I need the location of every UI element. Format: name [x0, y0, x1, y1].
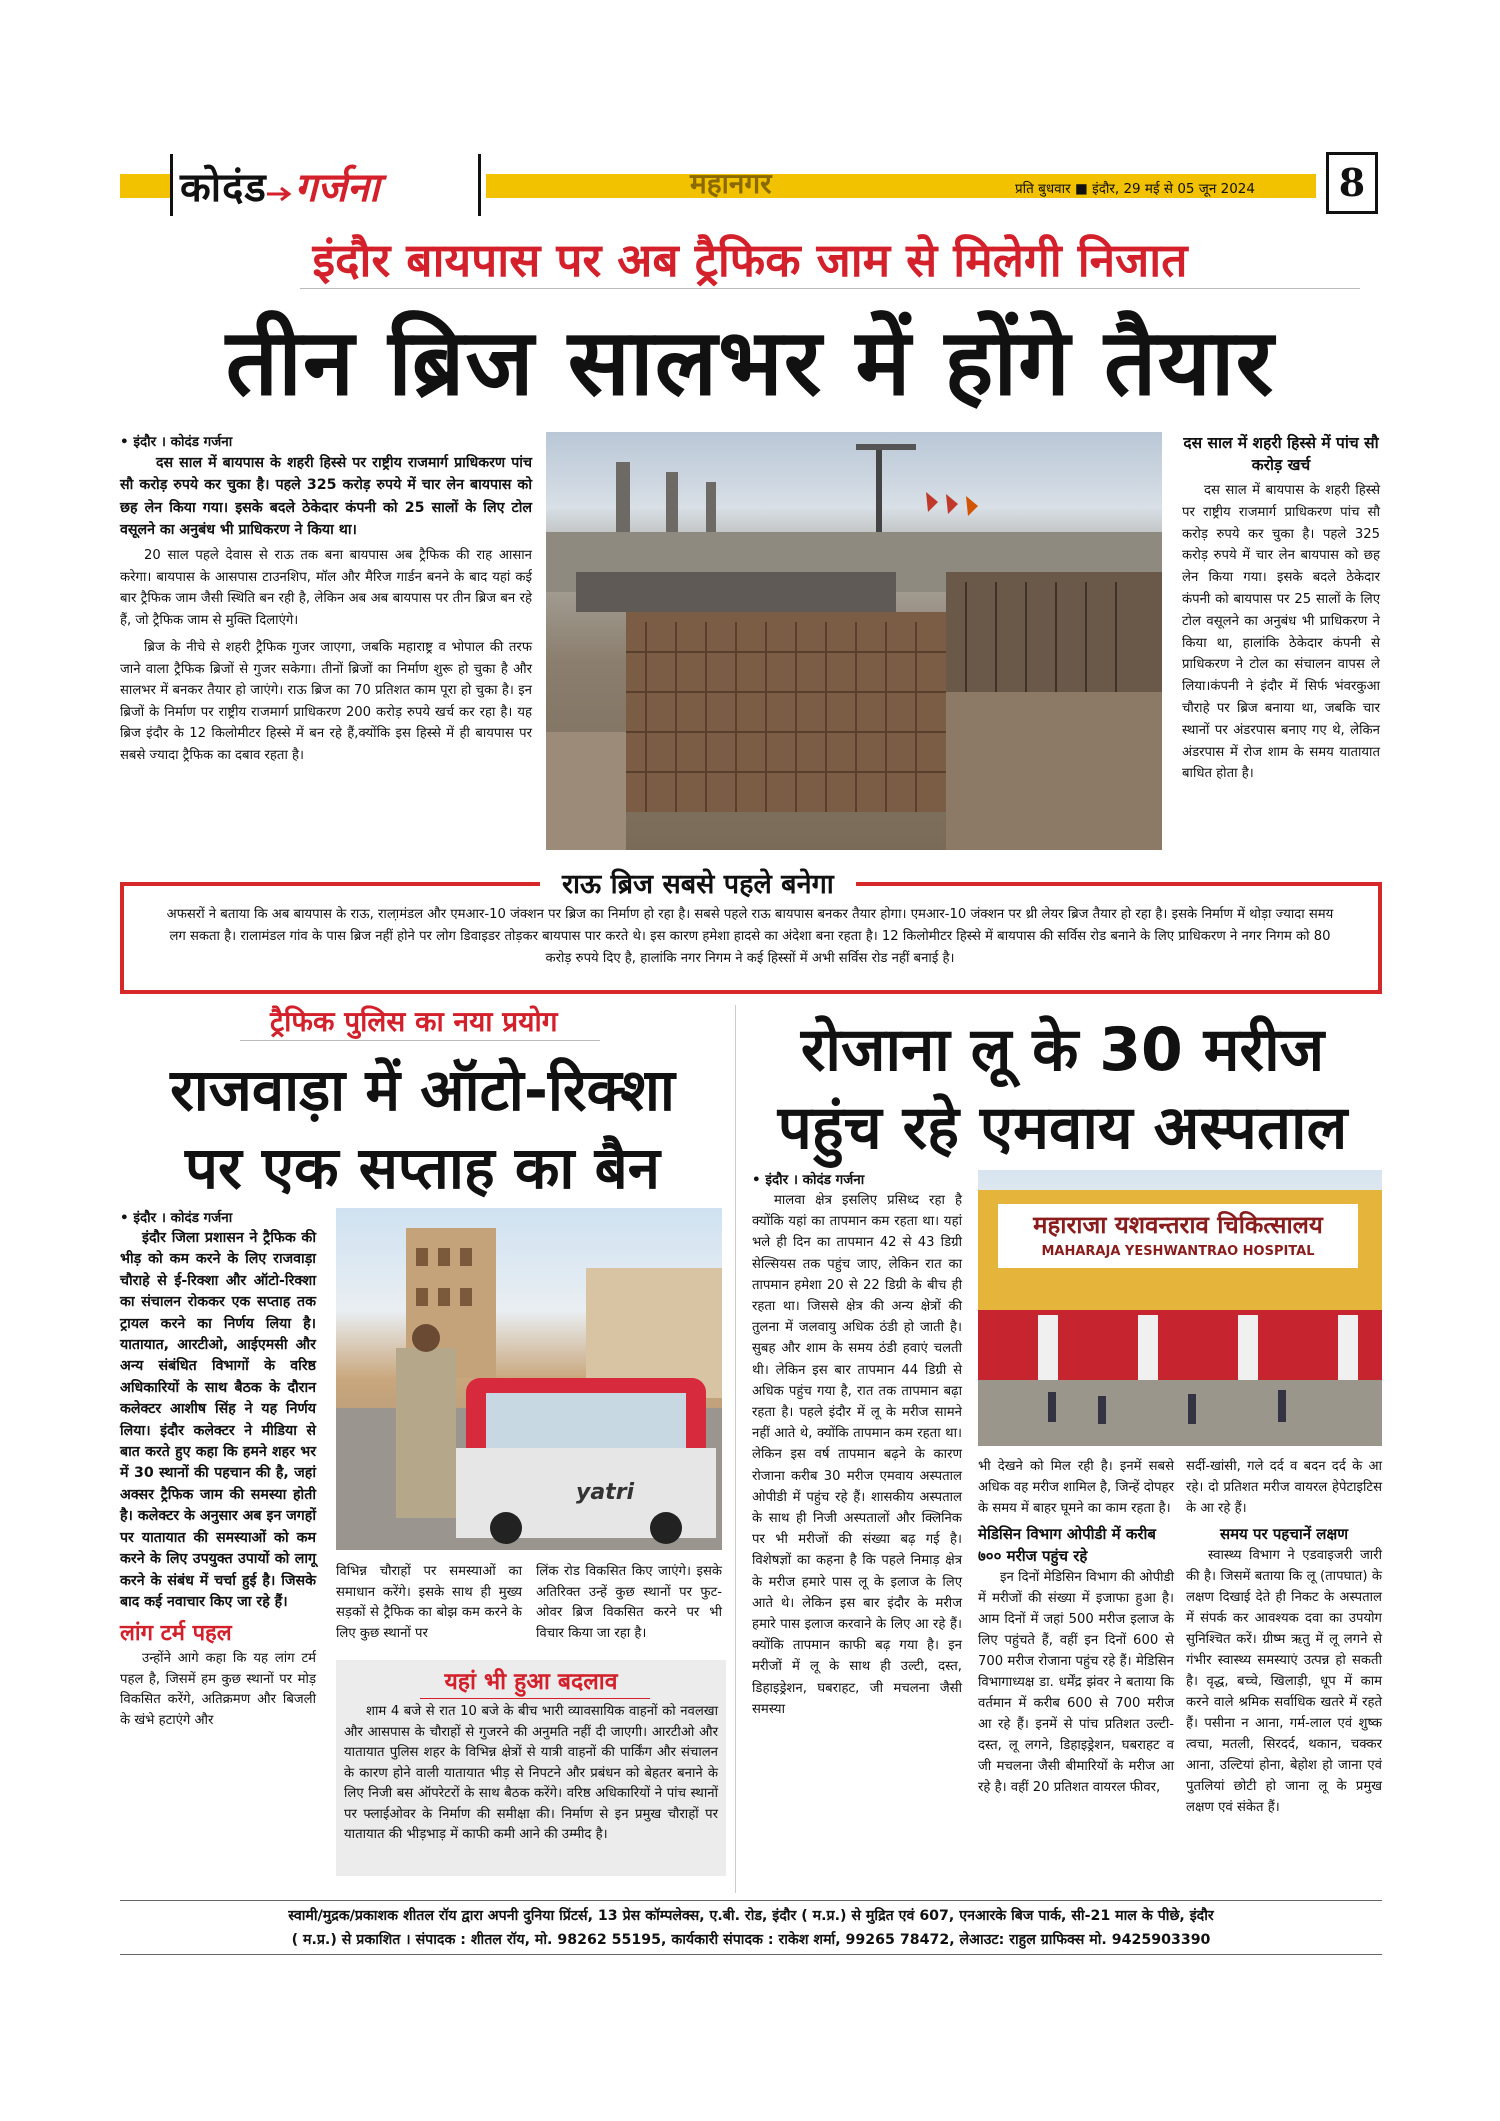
section-label: महानगर [690, 167, 772, 200]
bullet-icon: • [120, 434, 129, 450]
rau-bridge-box-title: राऊ ब्रिज सबसे पहले बनेगा [540, 864, 856, 901]
auto-byline [120, 1208, 316, 1228]
heat-column-2-body: इन दिनों मेडिसिन विभाग की ओपीडी में मरीजों की संख्या में इजाफा हुआ है। आम दिनों में जहां 500 मरीज इलाज के लिए पहुंचते हैं, वहीं इन दिनों 600 से 700 मरीज रोजाना पहुंच रहे हैं। मेडिसिन विभागाध्यक्ष डा. धर्मेंद्र झंवर ने बताया कि वर्तमान में करीब 600 से 700 मरीज आ रहे हैं। इनमें से पांच प्रतिशत उल्टी-दस्त, लू लगने, डिहाइड्रेशन, घबराहट व जी मचलना जैसी बीमारियों के मरीज आ रहे है। वहीं 20 प्रतिशत वायरल फीवर, [978, 1570, 1174, 1795]
lead-headline: तीन ब्रिज सालभर में होंगे तैयार [225, 309, 1275, 416]
rickshaw-scene-illustration [336, 1208, 722, 1550]
lead-paragraph-2: ब्रिज के नीचे से शहरी ट्रैफिक गुजर जाएगा, जबकि महाराष्ट्र व भोपाल की तरफ जाने वाला ट्रैफिक ब्रिजों से गुजर सकेगा। तीनों ब्रिजों का निर्माण शुरू हो चुका है और सालभर में बनकर तैयार हो जाएंगे। राऊ ब्रिज का 70 प्रतिशत काम पूरा हो चुका है। इन ब्रिजों के निर्माण पर राष्ट्रीय राजमार्ग प्राधिकरण 200 करोड़ रुपये खर्च कर रहा है। यह ब्रिज इंदौर के 12 किलोमीटर हिस्से में बन रहे हैं,क्योंकि इस हिस्से में ही बायपास पर सबसे ज्यादा ट्रैफिक का दबाव रहता है। [120, 640, 532, 763]
arrow-icon [267, 186, 295, 200]
rickshaw-brand: yatri [576, 1480, 635, 1505]
auto-kicker: ट्रैफिक पुलिस का नया प्रयोग [270, 1005, 558, 1038]
lead-column-right [1182, 432, 1380, 785]
column-rule-main [735, 1005, 736, 1893]
auto-column-2: विभिन्न चौराहों पर समस्याओं का समाधान करेंगे। इसके साथ ही मुख्य सड़कों से ट्रैफिक का बोझ कम करने के लिए कुछ स्थानों पर [336, 1564, 522, 1641]
auto-subhead: लांग टर्म पहल [120, 1621, 232, 1647]
heat-column-2 [978, 1456, 1174, 1798]
auto-column-3: लिंक रोड विकसित किए जाएंगे। इसके अतिरिक्त उन्हें कुछ स्थानों पर फुट-ओवर ब्रिज विकसित करने पर भी विचार किया जा रहा है। [536, 1564, 722, 1641]
heat-column-3 [1186, 1456, 1382, 1818]
heat-headline-line-1: रोजाना लू के 30 मरीज [800, 1015, 1325, 1085]
auto-lead: इंदौर जिला प्रशासन ने ट्रैफिक की भीड़ को कम करने के लिए राजवाड़ा चौराहे से ई-रिक्शा और ऑटो-रिक्शा का संचालन रोककर एक सप्ताह तक ट्रायल करने का निर्णय लिया है। यातायात, आरटीओ, आईएमसी और अन्य संबंधित विभागों के वरिष्ठ अधिकारियों के साथ बैठक के दौरान कलेक्टर आशीष सिंह ने यह निर्णय लिया। इंदौर कलेक्टर ने मीडिया से बात करते हुए कहा कि हमने शहर भर में 30 स्थानों की पहचान की है, जहां अक्सर ट्रैफिक जाम की समस्या होती है। कलेक्टर के अनुसार अब इन जगहों पर यातायात की समस्याओं को कम करने के लिए उपयुक्त उपायों को लागू करने के संबंध में चर्चा हुई है। जिसके बाद कई नवाचार किए जा रहे हैं। [120, 1230, 316, 1610]
auto-box-body: शाम 4 बजे से रात 10 बजे के बीच भारी व्यावसायिक वाहनों को नवलखा और आसपास के चौराहों से गुजरने की अनुमति नहीं दी जाएगी। आरटीओ और यातायात पुलिस शहर के विभिन्न क्षेत्रों से यात्री वाहनों की पार्किंग और संचालन के कारण होने वाली यातायात भीड़ से निपटने और प्रबंधन को बेहतर बनाने के लिए निजी बस ऑपरेटरों के साथ बैठक करेंगे। वरिष्ठ अधिकारियों ने पांच स्थानों पर फ्लाईओवर के निर्माण की समीक्षा की। निर्माण से इन प्रमुख चौराहों पर यातायात की भीड़भाड़ में काफी कमी आने की उम्मीद है। [344, 1704, 718, 1842]
footer-rule [120, 1900, 1382, 1901]
bullet-icon: • [752, 1172, 761, 1188]
imprint-line-2: ( म.प्र.) से प्रकाशित । संपादक : शीतल रॉय, मो. 98262 55195, कार्यकारी संपादक : राकेश शर्मा, 99265 78472, लेआउट: राहुल ग्राफिक्स मो. 9425903390 [291, 1932, 1211, 1948]
square-icon: ■ [1075, 181, 1088, 197]
bridge-construction-photo [546, 432, 1162, 850]
heat-byline [752, 1170, 962, 1190]
bullet-icon: • [120, 1210, 129, 1226]
masthead [120, 150, 1390, 220]
imprint-line-1: स्वामी/मुद्रक/प्रकाशक शीतल रॉय द्वारा अपनी दुनिया प्रिंटर्स, 13 प्रेस कॉम्पलेक्स, ए.बी. रोड, इंदौर ( म.प्र.) से मुद्रित एवं 607, एनआरके बिज पार्क, सी-21 माल के पीछे, इंदौर [288, 1908, 1214, 1924]
frequency: प्रति बुधवार [1015, 181, 1071, 197]
construction-site-illustration [546, 432, 1162, 850]
hospital-sign-english: MAHARAJA YESHWANTRAO HOSPITAL [1041, 1244, 1315, 1259]
lead-paragraph-1: 20 साल पहले देवास से राऊ तक बना बायपास अब ट्रैफिक की राह आसान करेगा। बायपास के आसपास टाउनशिप, मॉल और मैरिज गार्डन बनने के बाद यहां कई बार ट्रैफिक जाम जैसी स्थिति बन रही है, लेकिन अब अब बायपास पर तीन ब्रिज बन रहे हैं, जो ट्रैफिक जाम से मुक्ति दिलाएंगे। [120, 548, 532, 628]
lead-column-left [120, 432, 532, 766]
auto-box-title: यहां भी हुआ बदलाव [444, 1669, 618, 1695]
issue-date: इंदौर, 29 मई से 05 जून 2024 [1092, 181, 1255, 197]
auto-subhead-body: उन्होंने आगे कहा कि यह लांग टर्म पहल है, जिसमें हम कुछ स्थानों पर मोड़ विकसित करेंगे, अतिक्रमण और बिजली के खंभे हटाएंगे और [120, 1651, 316, 1728]
side-body: दस साल में बायपास के शहरी हिस्से पर राष्ट्रीय राजमार्ग प्राधिकरण पांच सौ करोड़ रुपये कर चुका है। पहले 325 करोड़ रुपये में चार लेन बायपास को छह लेन किया गया। इसके बदले ठेकेदार कंपनी को बायपास पर 25 सालों के लिए टोल वसूलने का अनुबंध भी प्राधिकरण ने किया था, हालांकि ठेकेदार कंपनी से प्राधिकरण ने टोल का संचालन वापस ले लिया।कंपनी ने इंदौर में सिर्फ भंवरकुआ चौराहे पर ब्रिज बनाया था, जबकि चार स्थानों पर अंडरपास बनाए गए थे, लेकिन अंडरपास में रोज शाम के समय यातायात बाधित होता है। [1182, 483, 1380, 782]
logo-divider-right [478, 154, 481, 216]
auto-box-rule [420, 1698, 650, 1699]
rau-bridge-box-body: अफसरों ने बताया कि अब बायपास के राऊ, राला़मंडल और एमआर-10 जंक्शन पर ब्रिज का निर्माण हो रहा है। सबसे पहले राऊ बायपास बनकर तैयार होगा। एमआर-10 जंक्शन पर थ्री लेयर ब्रिज तैयार हो रहा है। इसके निर्माण में थोड़ा ज्यादा समय लग सकता है। रालामंडल गांव के पास ब्रिज नहीं होने पर लोग डिवाइडर तोड़कर बायपास पार करते थे। इस कारण हमेशा हादसे का अंदेशा बना रहता है। 12 किलोमीटर हिस्से में बायपास की सर्विस रोड बनाने के लिए प्राधिकरण ने नगर निगम को 80 करोड़ रुपये दिए है, हालांकि नगर निगम ने कई हिस्सों में अभी सर्विस रोड नहीं बनाई है। [166, 907, 1334, 966]
rajwada-rickshaw-photo [336, 1208, 722, 1550]
auto-headline-line-2: पर एक सप्ताह का बैन [185, 1134, 660, 1202]
dateline [1015, 179, 1255, 197]
logo [180, 158, 480, 214]
auto-byline-text: इंदौर । कोदंड गर्जना [133, 1210, 233, 1226]
lead-byline-text: इंदौर । कोदंड गर्जना [133, 434, 233, 450]
lead-byline [120, 432, 532, 452]
heat-column-3-body: स्वास्थ्य विभाग ने एडवाइजरी जारी की है। जिसमें बताया कि लू (तापघात) के लक्षण दिखाई देते ही निकट के अस्पताल में संपर्क कर आवश्यक दवा का उपयोग सुनिश्चित करें। ग्रीष्म ऋतु में लू लगने से गंभीर स्वास्थ्य समस्याएं उत्पन्न हो सकती है। वृद्ध, बच्चे, खिलाड़ी, धूप में काम करने वाले श्रमिक सर्वाधिक खतरे में रहते हैं। पसीना न आना, गर्म-लाल एवं शुष्क त्वचा, मतली, सिरदर्द, थकान, चक्कर आना, उल्टियां होना, बेहोश हो जाना एवं पुतलियां छोटी हो जाना लू के प्रमुख लक्षण एवं संकेत हैं। [1186, 1548, 1382, 1815]
side-headline: दस साल में शहरी हिस्से में पांच सौ करोड़ खर्च [1183, 434, 1379, 474]
header-yellow-band-left [120, 174, 172, 198]
heat-column-1-body: मालवा क्षेत्र इसलिए प्रसिध्द रहा है क्योंकि यहां का तापमान कम रहता था। यहां भले ही दिन का तापमान 42 से 43 डिग्री सेल्सियस तक पहुंच जाए, लेकिन रात का तापमान हमेशा 20 से 22 डिग्री के बीच ही रहता था। जिससे क्षेत्र की अन्य क्षेत्रों की तुलना में जलवायु अधिक ठंडी हो जाती है। सुबह और शाम के समय ठंडी हवाएं चलती थी। लेकिन इस बार तापमान 44 डिग्री से अधिक पहुंच गया है, रात तक तापमान बढ़ा रहता है। पहले इंदौर में लू के मरीज सामने नहीं आते थे, क्योंकि तापमान कम रहता था। लेकिन इस वर्ष तापमान बढ़ने के कारण रोजाना करीब 30 मरीज एमवाय अस्पताल ओपीडी में पहुंच रहे हैं। शासकीय अस्पताल के साथ ही निजी अस्पतालों और क्लिनिक पर भी मरीजों की संख्या बढ़ गई है। विशेषज्ञों का कहना है कि पहले निमाड़ क्षेत्र के मरीज हमारे पास लू के इलाज के लिए आते थे। लेकिन इस बार इंदौर के मरीज हमारे पास इलाज करवाने के लिए आ रहे हैं। क्योंकि तापमान काफी बढ़ गया है। इन मरीजों में लू के साथ ही उल्टी, दस्त, डिहाइड्रेशन, घबराहट, जी मचलना जैसी समस्या [752, 1193, 962, 1717]
lead-intro: दस साल में बायपास के शहरी हिस्से पर राष्ट्रीय राजमार्ग प्राधिकरण पांच सौ करोड़ रुपये कर चुका है। पहले 325 करोड़ रुपये में चार लेन बायपास को छह लेन किया गया। इसके बदले ठेकेदार कंपनी को 25 सालों के लिए टोल वसूलने का अनुबंध भी प्राधिकरण ने किया था। [120, 455, 532, 538]
heat-column-1 [752, 1170, 962, 1720]
page-number: 8 [1326, 152, 1378, 214]
heat-byline-text: इंदौर । कोदंड गर्जना [765, 1172, 865, 1188]
heat-column-3-top: सर्दी-खांसी, गले दर्द व बदन दर्द के आ रहे। दो प्रतिशत मरीज वायरल हेपेटाइटिस के आ रहे हैं। [1186, 1459, 1382, 1516]
auto-kicker-rule [240, 1040, 600, 1041]
heat-subhead-1: मेडिसिन विभाग ओपीडी में करीब ७०० मरीज पहुंच रहे [978, 1525, 1156, 1565]
auto-column-1 [120, 1208, 316, 1731]
hospital-sign-hindi: महाराजा यशवन्तराव चिकित्सालय [1033, 1211, 1323, 1239]
heat-column-2-top: भी देखने को मिल रही है। इनमें सबसे अधिक वह मरीज शामिल है, जिन्हें दोपहर के समय में बाहर घूमने का काम रहता है। [978, 1459, 1174, 1516]
heat-subhead-2: समय पर पहचानें लक्षण [1219, 1525, 1349, 1543]
logo-text-right: गर्जना [294, 165, 380, 211]
logo-text-left: कोदंड [180, 165, 267, 211]
lead-kicker: इंदौर बायपास पर अब ट्रैफिक जाम से मिलेगी निजात [312, 233, 1188, 287]
logo-divider-left [170, 154, 173, 216]
auto-headline-line-1: राजवाड़ा में ऑटो-रिक्शा [170, 1056, 675, 1124]
kicker-rule [300, 288, 1360, 289]
heat-headline-line-2: पहुंच रहे एमवाय अस्पताल [777, 1093, 1348, 1163]
hospital-photo [978, 1170, 1382, 1446]
footer-rule-bottom [120, 1954, 1382, 1955]
